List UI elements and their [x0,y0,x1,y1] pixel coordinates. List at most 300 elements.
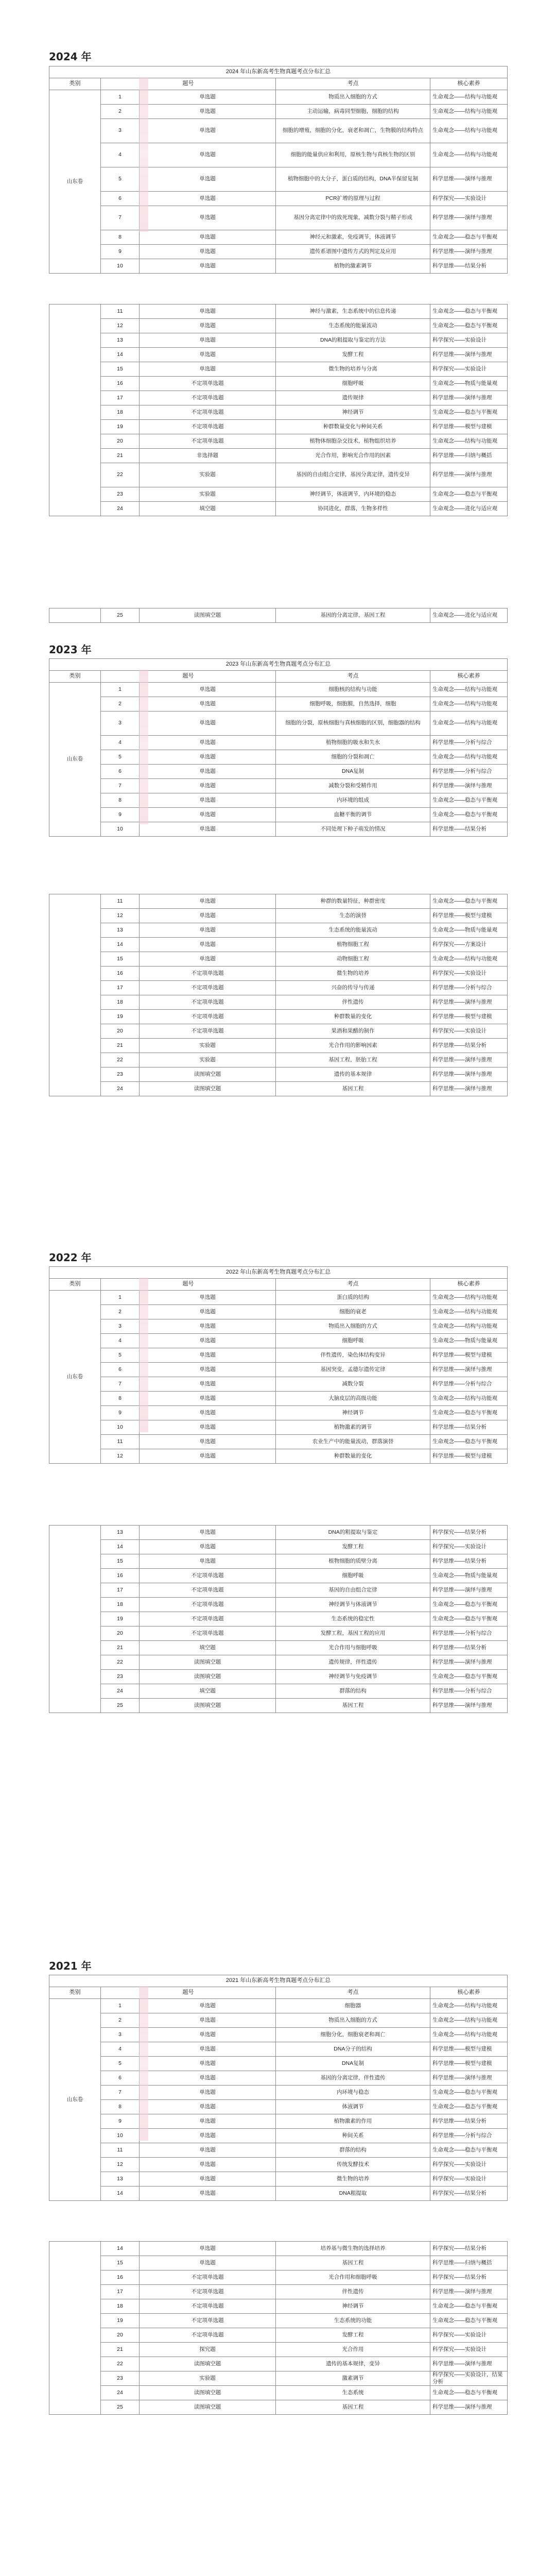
question-type: 探究题 [140,2343,276,2357]
exam-point: 遗传系谱图中遗传方式的判定及应用 [276,245,430,259]
header-topic: 考点 [276,78,430,90]
table-row [49,1053,508,1067]
question-number: 4 [101,736,140,750]
question-number: 22 [101,463,140,487]
table-2021-part1 [49,1975,508,2201]
exam-point: 内环境的组成 [276,793,430,808]
question-type: 不定项单选题 [140,391,276,405]
core-literacy: 生命观念——结构与功能观 [430,1305,508,1319]
core-literacy: 科学探究——方案设计 [430,938,508,952]
question-number: 14 [101,1540,140,1554]
table-row [49,1291,508,1305]
category-cell [49,894,101,1096]
table-row [49,750,508,765]
question-number: 4 [101,1334,140,1348]
question-type: 实验题 [140,463,276,487]
table-row [49,793,508,808]
table-row [49,1319,508,1334]
core-literacy: 科学探究——实验设计 [430,2328,508,2343]
question-number: 3 [101,2028,140,2042]
exam-point: 细胞的分裂和凋亡 [276,750,430,765]
question-type: 不定项单选题 [140,1583,276,1598]
question-number: 5 [101,1348,140,1363]
question-type: 单选题 [140,167,276,192]
question-type: 单选题 [140,697,276,711]
question-number: 16 [101,1569,140,1583]
exam-point: 基因的自由组合定律，基因分离定律，遗传变异 [276,463,430,487]
question-type: 单选题 [140,2114,276,2129]
question-number: 15 [101,362,140,377]
core-literacy: 生命观念——稳态与平衡观 [430,1435,508,1449]
question-type: 不定项单选题 [140,1612,276,1626]
table-row [49,995,508,1010]
question-number: 18 [101,2299,140,2314]
core-literacy: 生命观念——稳态与平衡观 [430,1406,508,1420]
exam-point: 遗传规律 [276,391,430,405]
table-row [49,2270,508,2285]
table-row [49,2187,508,2201]
core-literacy: 科学思维——演绎与推理 [430,1082,508,1096]
question-number: 2 [101,1305,140,1319]
core-literacy: 生命观念——结构与功能观 [430,697,508,711]
table-2022-part2 [49,1525,508,1713]
exam-point: 基因工程 [276,2256,430,2270]
question-type: 填空题 [140,502,276,516]
question-number: 10 [101,1420,140,1435]
exam-point: 神经元和激素，免疫调节，体液调节 [276,230,430,245]
core-literacy: 科学思维——分析与综合 [430,981,508,995]
core-literacy: 生命观念——稳态与平衡观 [430,2100,508,2114]
question-number: 24 [101,1082,140,1096]
question-type: 单选题 [140,333,276,348]
question-type: 不定项单选题 [140,434,276,449]
core-literacy: 科学探究——实验设计 [430,2158,508,2172]
table-row [49,2114,508,2129]
question-number: 10 [101,259,140,274]
question-type: 不定项单选题 [140,2285,276,2299]
exam-point: 发酵工程，基因工程的应用 [276,1626,430,1641]
table-row [49,1024,508,1039]
core-literacy: 科学探究——实验设计 [430,192,508,206]
exam-point: 物质出入细胞的方式 [276,90,430,105]
table-row [49,1583,508,1598]
core-literacy: 生命观念——结构与功能观 [430,750,508,765]
core-literacy: 生命观念——稳态与平衡观 [430,2386,508,2400]
table-row [49,1655,508,1670]
table-row [49,923,508,938]
question-type: 单选题 [140,1554,276,1569]
exam-point: 减数分裂 [276,1377,430,1392]
exam-point: 光合作用，影响光合作用的因素 [276,449,430,463]
question-number: 20 [101,1024,140,1039]
exam-point: 协同进化，群落，生物多样性 [276,502,430,516]
question-number: 14 [101,348,140,362]
table-row [49,333,508,348]
core-literacy: 科学思维——结果分析 [430,259,508,274]
core-literacy: 科学探究——实验设计 [430,967,508,981]
question-type: 单选题 [140,206,276,230]
table-row [49,697,508,711]
table-row [49,2285,508,2299]
table-row [49,2357,508,2371]
question-type: 单选题 [140,2071,276,2086]
question-type: 单选题 [140,750,276,765]
exam-point: 蛋白质的结构 [276,1291,430,1305]
question-type: 读图填空题 [140,608,276,623]
exam-point: 细胞核的结构与功能 [276,683,430,697]
watermark [139,77,148,232]
question-type: 单选题 [140,230,276,245]
table-row [49,119,508,143]
question-number: 19 [101,420,140,434]
question-number: 1 [101,1291,140,1305]
table-row [49,1435,508,1449]
exam-point: 基因工程，胚胎工程 [276,1053,430,1067]
table-row [49,981,508,995]
question-number: 23 [101,1067,140,1082]
table-row [49,2129,508,2143]
question-number: 18 [101,995,140,1010]
core-literacy: 生命观念——物质与能量观 [430,377,508,391]
exam-point: 遗传的基本规律 [276,1067,430,1082]
question-number: 13 [101,333,140,348]
question-number: 3 [101,1319,140,1334]
question-number: 7 [101,206,140,230]
core-literacy: 科学思维——结果分析 [430,2114,508,2129]
table-row [49,1526,508,1540]
question-type: 单选题 [140,2242,276,2256]
exam-point: 光合作用与细胞呼吸 [276,1641,430,1655]
exam-point: 细胞的分裂，原核细胞与真核细胞的区别，细胞器的结构 [276,711,430,736]
core-literacy: 生命观念——结构与功能观 [430,1319,508,1334]
question-type: 单选题 [140,1291,276,1305]
question-number: 3 [101,711,140,736]
question-type: 单选题 [140,348,276,362]
question-type: 不定项单选题 [140,405,276,420]
question-type: 不定项单选题 [140,377,276,391]
core-literacy: 科学思维——模型与建模 [430,1348,508,1363]
core-literacy: 生命观念——稳态与平衡观 [430,487,508,502]
core-literacy: 生命观念——稳态与平衡观 [430,230,508,245]
exam-point: 植物细胞的质壁分离 [276,1554,430,1569]
table-header-row [49,671,508,683]
core-literacy: 科学思维——演绎与推理 [430,206,508,230]
core-literacy: 科学思维——模型与建模 [430,420,508,434]
exam-point: 激素调节 [276,2371,430,2386]
question-number: 9 [101,808,140,822]
question-number: 5 [101,2057,140,2071]
year-heading-2021: 2021 年 [49,1960,92,1972]
question-type: 单选题 [140,779,276,793]
question-number: 7 [101,2086,140,2100]
exam-point: 主动运输，病毒同型细胞，细胞的结构 [276,105,430,119]
question-type: 读图填空题 [140,1655,276,1670]
core-literacy: 生命观念——结构与功能观 [430,119,508,143]
core-literacy: 科学探究——实验设计 [430,333,508,348]
table-header-row [49,1279,508,1291]
question-type: 单选题 [140,1334,276,1348]
exam-point: 细胞的能量供应和利用，原核生物与真核生物的区别 [276,143,430,167]
question-type: 填空题 [140,1641,276,1655]
question-type: 不定项单选题 [140,2270,276,2285]
exam-point: 伴性遗传，染色体结构变异 [276,1348,430,1363]
question-number: 9 [101,245,140,259]
question-type: 单选题 [140,765,276,779]
question-number: 5 [101,167,140,192]
exam-point: 细胞的增殖，细胞的分化，衰老和凋亡，生物膜的结构特点 [276,119,430,143]
question-number: 13 [101,923,140,938]
question-number: 16 [101,377,140,391]
table-2021-part2 [49,2241,508,2415]
table-row [49,2328,508,2343]
table-row [49,206,508,230]
core-literacy: 生命观念——进化与适应观 [430,502,508,516]
table-row [49,1067,508,1082]
core-literacy: 生命观念——结构与功能观 [430,683,508,697]
core-literacy: 科学思维——演绎与推理 [430,1583,508,1598]
table-row [49,2143,508,2158]
question-type: 不定项单选题 [140,2299,276,2314]
question-type: 单选题 [140,894,276,909]
question-number: 25 [101,608,140,623]
table-row [49,1999,508,2013]
question-number: 22 [101,1053,140,1067]
core-literacy: 科学思维——结果分析 [430,1641,508,1655]
exam-point: 血糖平衡的调节 [276,808,430,822]
question-number: 7 [101,1377,140,1392]
question-type: 单选题 [140,2086,276,2100]
table-row [49,1554,508,1569]
question-type: 单选题 [140,808,276,822]
core-literacy: 科学思维——演绎与推理 [430,1067,508,1082]
core-literacy: 生命观念——结构与功能观 [430,105,508,119]
core-literacy: 科学思维——结果分析 [430,1420,508,1435]
core-literacy: 科学思维——分析与综合 [430,1377,508,1392]
exam-point: 生态系统的能量流动 [276,923,430,938]
table-row [49,1377,508,1392]
table-row [49,711,508,736]
table-row [49,405,508,420]
core-literacy: 科学探究——实验设计 [430,362,508,377]
core-literacy: 生命观念——结构与功能观 [430,2013,508,2028]
question-type: 不定项单选题 [140,1569,276,1583]
question-number: 17 [101,391,140,405]
core-literacy: 科学思维——分析与综合 [430,1626,508,1641]
header-category: 类别 [49,1279,101,1291]
table-2022-part1 [49,1266,508,1464]
exam-point: 基因的分离定律，基因工程 [276,608,430,623]
question-type: 读图填空题 [140,2386,276,2400]
question-type: 单选题 [140,304,276,319]
table-row [49,1039,508,1053]
core-literacy: 生命观念——稳态与平衡观 [430,2314,508,2328]
core-literacy: 科学思维——结果分析 [430,822,508,837]
exam-point: 神经调节与免疫调节 [276,1670,430,1684]
core-literacy: 生命观念——进化与适应观 [430,608,508,623]
exam-point: 植物的激素调节 [276,259,430,274]
table-row [49,2057,508,2071]
exam-point: DNA复制 [276,2057,430,2071]
question-number: 21 [101,1641,140,1655]
core-literacy: 科学思维——模型与建模 [430,2057,508,2071]
exam-point: 植物激素的调节 [276,1420,430,1435]
question-number: 18 [101,1598,140,1612]
question-type: 读图填空题 [140,2357,276,2371]
table-row [49,348,508,362]
core-literacy: 科学思维——演绎与推理 [430,167,508,192]
question-type: 不定项单选题 [140,1626,276,1641]
question-type: 单选题 [140,2100,276,2114]
core-literacy: 科学思维——演绎与推理 [430,2285,508,2299]
core-literacy: 科学探究——实验设计 [430,2343,508,2357]
exam-point: 发酵工程 [276,2328,430,2343]
table-row [49,434,508,449]
exam-point: 基因工程 [276,1699,430,1713]
question-number: 4 [101,2042,140,2057]
question-number: 8 [101,793,140,808]
question-type: 不定项单选题 [140,995,276,1010]
exam-point: 植物体细胞杂交技术，植物组织培养 [276,434,430,449]
table-row [49,391,508,405]
table-row [49,245,508,259]
question-type: 读图填空题 [140,1699,276,1713]
question-number: 14 [101,2187,140,2201]
exam-point: DNA的粗提取与鉴定 [276,1526,430,1540]
table-row [49,952,508,967]
core-literacy: 科学思维——模型与建模 [430,909,508,923]
table-2024-part2 [49,304,508,516]
category-cell [49,304,101,516]
question-number: 11 [101,894,140,909]
year-heading-2023: 2023 年 [49,643,92,656]
question-number: 21 [101,1039,140,1053]
core-literacy: 科学思维——归纳与概括 [430,449,508,463]
question-number: 4 [101,143,140,167]
table-row [49,808,508,822]
core-literacy: 生命观念——稳态与平衡观 [430,1598,508,1612]
table-row [49,420,508,434]
category-cell [49,2242,101,2415]
core-literacy: 科学探究——结果分析 [430,2187,508,2201]
table-row [49,909,508,923]
question-type: 单选题 [140,1377,276,1392]
question-number: 8 [101,1392,140,1406]
exam-point: 遗传的基本规律，变异 [276,2357,430,2371]
question-number: 12 [101,319,140,333]
question-number: 9 [101,2114,140,2129]
exam-point: 生态的演替 [276,909,430,923]
header-topic: 考点 [276,671,430,683]
table-caption: 2022 年山东新高考生物真题考点分布汇总 [49,1267,508,1279]
question-number: 22 [101,2357,140,2371]
question-number: 10 [101,2129,140,2143]
core-literacy: 科学思维——结果分析 [430,1554,508,1569]
question-number: 17 [101,981,140,995]
exam-point: 光合作用的影响因素 [276,1039,430,1053]
core-literacy: 科学思维——分析与综合 [430,736,508,750]
header-core-literacy: 核心素养 [430,671,508,683]
question-type: 不定项单选题 [140,1010,276,1024]
question-number: 7 [101,779,140,793]
table-row [49,1406,508,1420]
exam-point: 发酵工程 [276,348,430,362]
exam-point: 基因工程 [276,2400,430,2415]
question-number: 23 [101,1670,140,1684]
table-row [49,449,508,463]
exam-point: 细胞呼吸，细胞膜，自然选择，细胞 [276,697,430,711]
question-number: 8 [101,2100,140,2114]
exam-point: 基因的自由组合定律 [276,1583,430,1598]
question-type: 单选题 [140,105,276,119]
exam-point: 基因工程 [276,1082,430,1096]
question-number: 22 [101,1655,140,1670]
question-type: 单选题 [140,2172,276,2187]
question-type: 单选题 [140,1305,276,1319]
exam-point: DNA粗提取 [276,2187,430,2201]
header-category: 类别 [49,78,101,90]
question-type: 单选题 [140,952,276,967]
watermark [139,1986,148,2141]
table-row [49,2086,508,2100]
core-literacy: 科学探究——实验设计，结果分析 [430,2371,508,2386]
question-number: 12 [101,909,140,923]
core-literacy: 科学思维——分析与综合 [430,1684,508,1699]
core-literacy: 生命观念——结构与功能观 [430,1392,508,1406]
table-row [49,2158,508,2172]
question-number: 1 [101,1999,140,2013]
core-literacy: 生命观念——结构与功能观 [430,952,508,967]
year-heading-2024: 2024 年 [49,50,92,63]
core-literacy: 科学思维——演绎与推理 [430,2400,508,2415]
table-row [49,1392,508,1406]
exam-point: 生态系统的稳定性 [276,1612,430,1626]
header-topic: 考点 [276,1987,430,1999]
core-literacy: 科学思维——演绎与推理 [430,348,508,362]
table-row [49,1684,508,1699]
question-type: 读图填空题 [140,2400,276,2415]
exam-point: 种间关系 [276,2129,430,2143]
exam-point: 微生物的培养与分离 [276,362,430,377]
exam-point: 体液调节 [276,2100,430,2114]
exam-point: 神经调节 [276,1406,430,1420]
core-literacy: 科学思维——演绎与推理 [430,995,508,1010]
exam-point: 种群数量变化与种间关系 [276,420,430,434]
exam-point: 果酒和果醋的制作 [276,1024,430,1039]
question-type: 实验题 [140,1039,276,1053]
question-type: 单选题 [140,362,276,377]
table-row [49,1449,508,1464]
exam-point: 生态系统的功能 [276,2314,430,2328]
table-row [49,1082,508,1096]
table-row [49,1626,508,1641]
question-type: 单选题 [140,822,276,837]
core-literacy: 生命观念——稳态与平衡观 [430,894,508,909]
exam-point: 伴性遗传 [276,995,430,1010]
question-number: 24 [101,502,140,516]
question-type: 单选题 [140,119,276,143]
table-row [49,319,508,333]
core-literacy: 生命观念——物质与能量观 [430,1334,508,1348]
core-literacy: 生命观念——稳态与平衡观 [430,304,508,319]
table-row [49,2256,508,2270]
table-row [49,487,508,502]
question-number: 18 [101,405,140,420]
question-type: 单选题 [140,2013,276,2028]
table-row [49,779,508,793]
category-cell [49,1526,101,1713]
question-type: 读图填空题 [140,1082,276,1096]
question-type: 单选题 [140,793,276,808]
